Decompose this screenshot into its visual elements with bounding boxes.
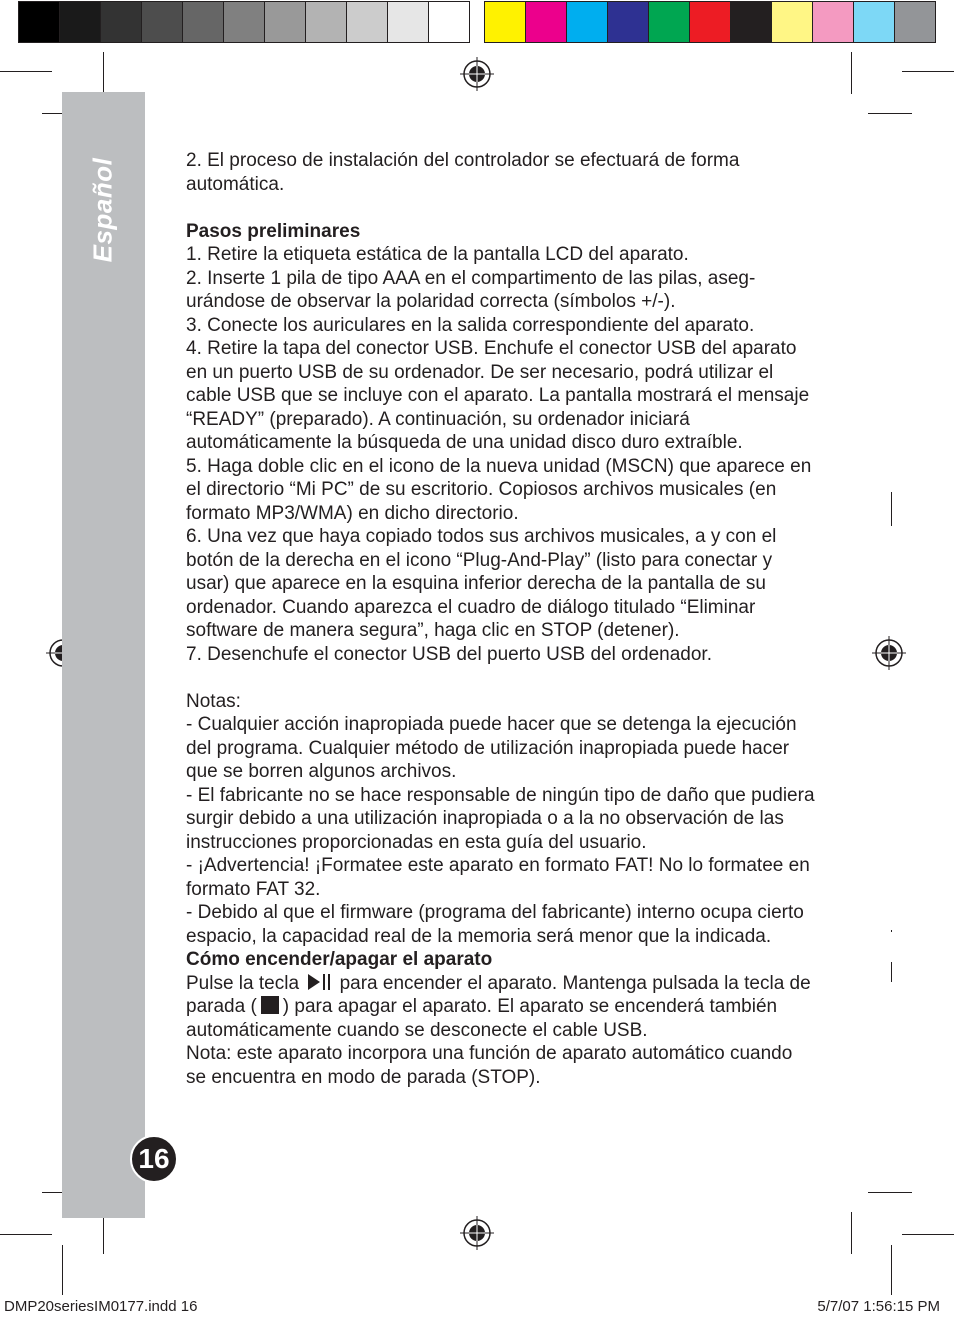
- gray-swatch: [18, 1, 59, 43]
- crop-mark: [103, 52, 104, 94]
- date-slug: 5/7/07 1:56:15 PM: [817, 1298, 940, 1315]
- grayscale-calibration-bar: [18, 1, 470, 43]
- note-2: - El fabricante no se hace responsable de ningún tipo de daño que pudiera surgir debido a una utilización inapropiada o a la no observación de las instrucciones proporcionadas en esta guía del usuario.: [186, 784, 815, 853]
- gray-swatch: [100, 1, 141, 43]
- color-swatch: [812, 1, 853, 43]
- heading-power-on-off: Cómo encender/apagar el aparato: [186, 949, 493, 970]
- crop-mark: [902, 71, 954, 72]
- color-swatch: [730, 1, 771, 43]
- crop-mark: [868, 113, 912, 114]
- step-2: 2. Inserte 1 pila de tipo AAA en el compartimento de las pilas, aseg-urándose de observar la polaridad correcta (símbolos +/-).: [186, 267, 756, 312]
- gray-swatch: [305, 1, 346, 43]
- step-1: 1. Retire la etiqueta estática de la pantalla LCD del aparato.: [186, 244, 689, 265]
- color-swatch: [566, 1, 607, 43]
- file-slug: DMP20seriesIM0177.indd 16: [4, 1298, 198, 1315]
- crop-mark: [851, 1212, 852, 1254]
- stop-icon: [257, 995, 283, 1015]
- gray-swatch: [182, 1, 223, 43]
- registration-mark-icon: [460, 1216, 494, 1250]
- power-instructions: [186, 972, 816, 1043]
- play-pause-icon: [304, 972, 334, 992]
- crop-mark: [902, 1234, 954, 1235]
- notes-label: Notas:: [186, 690, 241, 712]
- color-swatch: [607, 1, 648, 43]
- color-swatch: [648, 1, 689, 43]
- crop-mark: [891, 492, 892, 526]
- crop-mark: [891, 1245, 892, 1295]
- step-7: 7. Desenchufe el conector USB del puerto USB del ordenador.: [186, 643, 712, 665]
- color-swatch: [689, 1, 730, 43]
- registration-mark-icon: [460, 57, 494, 91]
- color-swatch: [771, 1, 812, 43]
- language-label: Español: [87, 157, 118, 263]
- crop-mark: [891, 930, 892, 932]
- registration-mark-icon: [872, 636, 906, 670]
- paragraph-intro: 2. El proceso de instalación del controlador se efectuará de forma automática.: [186, 150, 740, 195]
- gray-swatch: [264, 1, 305, 43]
- crop-mark: [0, 1234, 52, 1235]
- gray-swatch: [428, 1, 470, 43]
- gray-swatch: [223, 1, 264, 43]
- note-4: - Debido al que el firmware (programa del fabricante) interno ocupa cierto espacio, la capacidad real de la memoria será menor que la indicada.: [186, 902, 804, 947]
- gray-swatch: [59, 1, 100, 43]
- heading-preliminary-steps: Pasos preliminares: [186, 220, 361, 242]
- step-4: 4. Retire la tapa del conector USB. Enchufe el conector USB del aparato en un puerto USB de su ordenador. De ser necesario, podrá utilizar el cable USB que se incluye con el aparato. La pantalla mostrará el mensaje “READY” (preparado). A continuación, su ordenador iniciará automáticamente la búsqueda de una unidad disco duro extraíble.: [186, 338, 810, 453]
- page-number: 16: [130, 1135, 178, 1183]
- gray-swatch: [141, 1, 182, 43]
- power-text-b: para encender el aparato. Mantenga pulsada la tecla de parada (: [186, 972, 811, 1017]
- crop-mark: [891, 962, 892, 982]
- power-note: Nota: este aparato incorpora una función de aparato automático cuando se encuentra en modo de parada (STOP).: [186, 1043, 793, 1088]
- crop-mark: [0, 71, 52, 72]
- crop-mark: [103, 1212, 104, 1254]
- gray-swatch: [387, 1, 428, 43]
- manual-text-column: [186, 149, 816, 1089]
- crop-mark: [62, 1245, 63, 1295]
- color-swatch: [525, 1, 566, 43]
- power-text-a: Pulse la tecla: [186, 972, 300, 994]
- crop-mark: [851, 52, 852, 94]
- crop-mark: [868, 1192, 912, 1193]
- color-swatch: [894, 1, 936, 43]
- step-3: 3. Conecte los auriculares en la salida correspondiente del aparato.: [186, 314, 755, 336]
- color-calibration-bar: [484, 1, 936, 43]
- gray-swatch: [346, 1, 387, 43]
- color-swatch: [853, 1, 894, 43]
- step-6: 6. Una vez que haya copiado todos sus archivos musicales, a y con el botón de la derecha en el icono “Plug-And-Play” (listo para conectar y usar) que aparece en la esquina inferior derecha de la pantalla de su ordenador. Cuando aparezca el cuadro de diálogo titulado “Eliminar software de manera segura”, haga clic en STOP (detener).: [186, 526, 777, 641]
- step-5: 5. Haga doble clic en el icono de la nueva unidad (MSCN) que aparece en el directorio “Mi PC” de su escritorio. Copiosos archivos musicales (en formato MP3/WMA) en dicho directorio.: [186, 455, 812, 524]
- note-1: - Cualquier acción inapropiada puede hacer que se detenga la ejecución del programa. Cualquier método de utilización inapropiada puede hacer que se borren algunos archivos.: [186, 714, 797, 782]
- color-swatch: [484, 1, 525, 43]
- note-3: - ¡Advertencia! ¡Formatee este aparato en formato FAT! No lo formatee en formato FAT 32.: [186, 855, 810, 900]
- power-text-c: ) para apagar el aparato. El aparato se encenderá también automáticamente cuando se desconecte el cable USB.: [186, 996, 778, 1041]
